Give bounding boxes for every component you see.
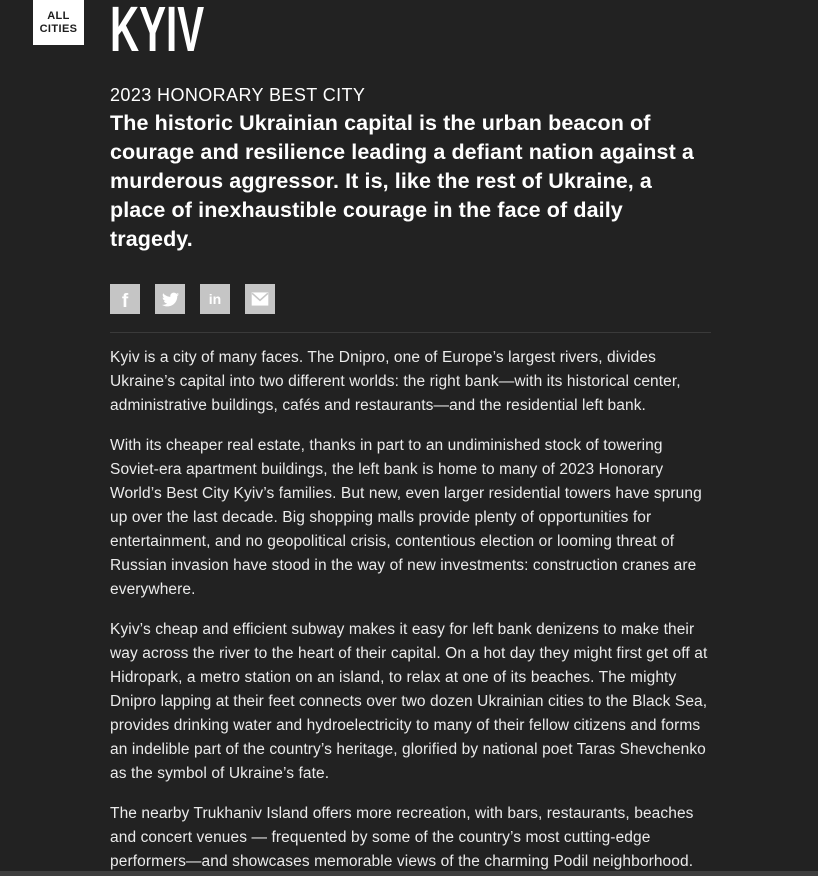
article-paragraph: Kyiv’s cheap and efficient subway makes it easy for left bank denizens to make their way across the river to the heart of their capital. On a hot day they might first get off at Hidropark, a metro station on an island, to relax at one of its beaches. The mighty Dnipro lapping at their feet connects over two dozen Ukrainian cities to the Black Sea, provides drinking water and hydroelectricity to many of their fellow citizens and forms an indelible part of the country’s heritage, glorified by national poet Taras Shevchenko as the symbol of Ukraine’s fate. — [110, 621, 708, 782]
next-section-edge — [0, 871, 818, 876]
section-divider — [110, 332, 711, 333]
main-content — [110, 85, 711, 874]
all-cities-button[interactable]: ALL CITIES — [33, 0, 84, 45]
article-paragraph: The nearby Trukhaniv Island offers more recreation, with bars, restaurants, beaches and concert venues — frequented by some of the country’s most cutting-edge performers—and showcases memorable views of the charming Podil neighborhood. — [110, 805, 694, 870]
twitter-icon — [162, 291, 179, 308]
email-icon — [251, 292, 269, 306]
twitter-share-button[interactable] — [155, 284, 185, 314]
facebook-icon: f — [121, 290, 129, 312]
award-label: 2023 HONORARY BEST CITY — [110, 85, 366, 105]
article-paragraph: Kyiv is a city of many faces. The Dnipro, one of Europe’s largest rivers, divides Ukraine’s capital into two different worlds: the right bank—with its historical center, administrative buildings, cafés and restaurants—and the residential left bank. — [110, 349, 681, 414]
city-title: KYIV — [110, 0, 205, 65]
linkedin-share-button[interactable] — [200, 284, 230, 314]
article-paragraph: With its cheaper real estate, thanks in part to an undiminished stock of towering Soviet-era apartment buildings, the left bank is home to many of 2023 Honorary World’s Best City Kyiv’s families. But new, even larger residential towers have sprung up over the last decade. Big shopping malls provide plenty of opportunities for entertainment, and no geopolitical crisis, contentious election or looming threat of Russian invasion have stood in the way of new investments: construction cranes are everywhere. — [110, 437, 702, 598]
email-share-button[interactable] — [245, 284, 275, 314]
linkedin-icon: in — [208, 291, 222, 307]
article-body — [110, 346, 711, 874]
intro-paragraph: The historic Ukrainian capital is the urban beacon of courage and resilience leading a defiant nation against a murderous aggressor. It is, like the rest of Ukraine, a place of inexhaustible courage in the face of daily tragedy. — [110, 111, 694, 251]
facebook-share-button[interactable] — [110, 284, 140, 314]
social-share-row — [110, 284, 711, 314]
